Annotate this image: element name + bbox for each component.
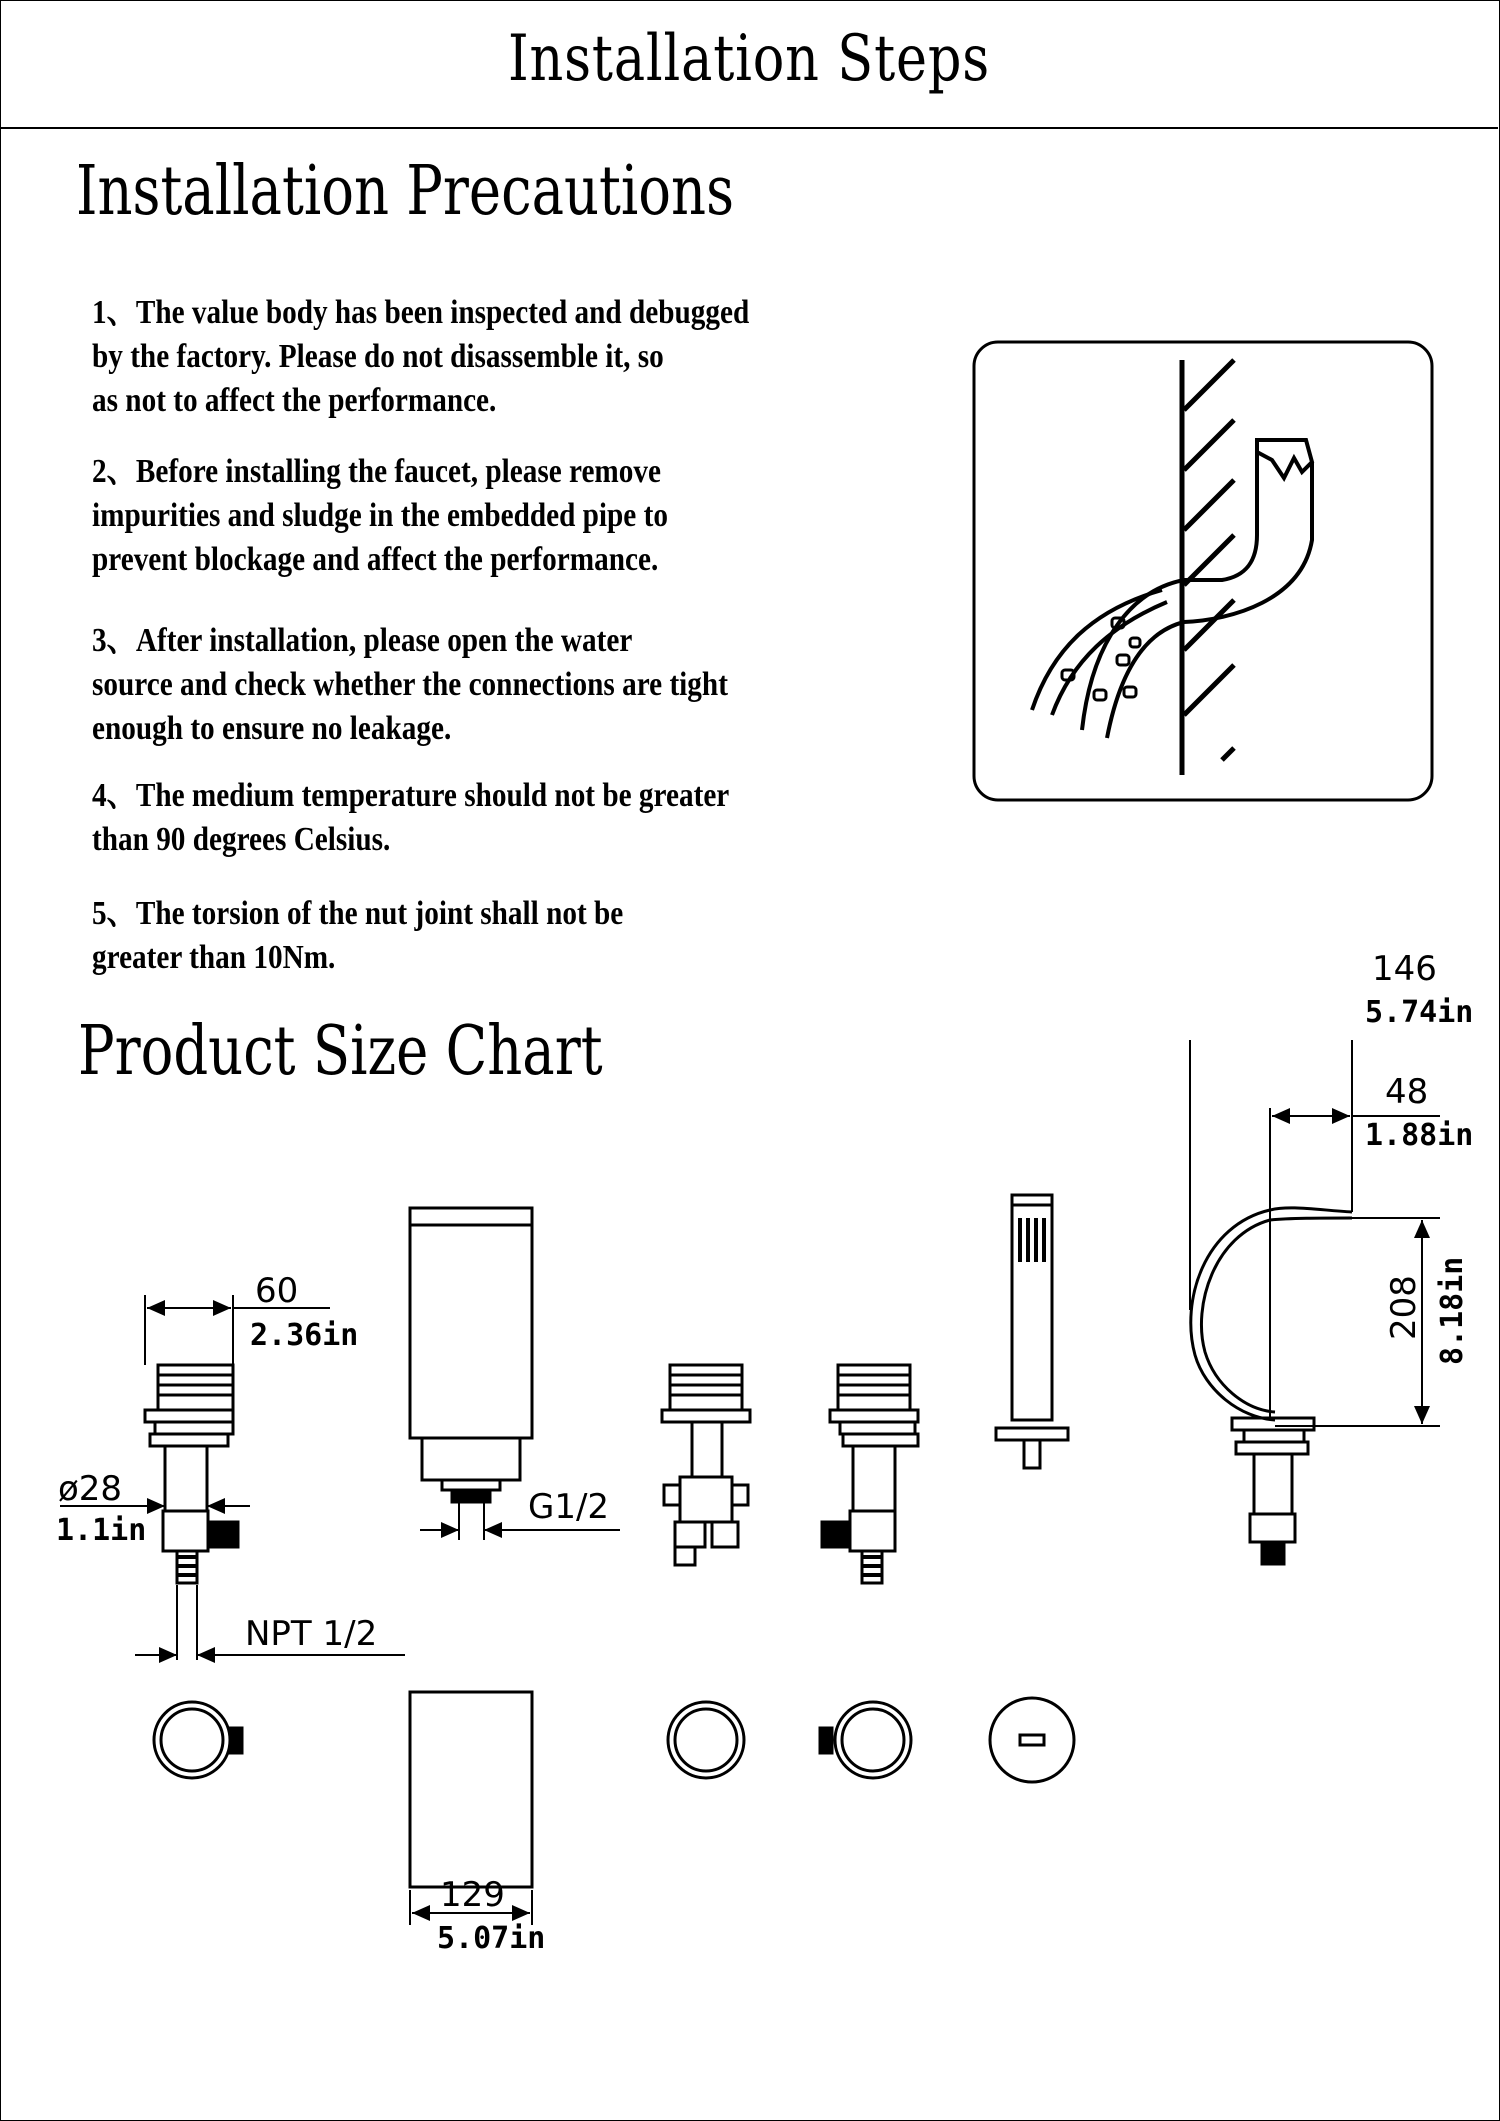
dim-tub-spout-height-mm: 208 xyxy=(1384,1275,1424,1340)
dim-valve-width-mm: 60 xyxy=(255,1271,299,1311)
dim-spout-width-mm: 129 xyxy=(440,1875,505,1915)
page-title: Installation Steps xyxy=(507,22,991,96)
dim-tub-spout-offset-in: 1.88in xyxy=(1365,1118,1474,1153)
size-chart-heading: Product Size Chart xyxy=(78,1012,603,1091)
dim-valve-width-in: 2.36in xyxy=(250,1318,359,1353)
precaution-step-2: 2、Before installing the faucet, please remove impurities and sludge in the embedded pipe to prevent blockage and affect the performance. xyxy=(92,453,668,578)
dim-tub-spout-height-in: 8.18in xyxy=(1435,1256,1470,1365)
dim-tub-spout-reach-mm: 146 xyxy=(1372,949,1437,989)
dim-spout-thread: G1/2 xyxy=(528,1487,610,1527)
dim-valve-thread: NPT 1/2 xyxy=(245,1614,378,1654)
precaution-step-3: 3、After installation, please open the water source and check whether the connections are tight enough to ensure no leakage. xyxy=(92,622,728,747)
dim-spout-width-in: 5.07in xyxy=(437,1921,546,1956)
precaution-step-4: 4、The medium temperature should not be greater than 90 degrees Celsius. xyxy=(92,777,730,858)
tub-spout-dimensions xyxy=(0,940,1500,1440)
dim-tub-spout-offset-mm: 48 xyxy=(1385,1072,1429,1112)
pipe-cleaning-illustration xyxy=(972,340,1434,802)
dim-valve-diameter-mm: ø28 xyxy=(58,1469,123,1509)
dim-valve-diameter-in: 1.1in xyxy=(56,1513,147,1548)
precaution-step-5: 5、The torsion of the nut joint shall not be greater than 10Nm. xyxy=(92,895,624,976)
precautions-heading: Installation Precautions xyxy=(76,152,735,231)
dim-tub-spout-reach-in: 5.74in xyxy=(1365,995,1474,1030)
header xyxy=(0,0,1498,129)
precaution-step-1: 1、The value body has been inspected and debugged by the factory. Please do not disassemble it, so as not to affect the performance. xyxy=(92,294,750,419)
